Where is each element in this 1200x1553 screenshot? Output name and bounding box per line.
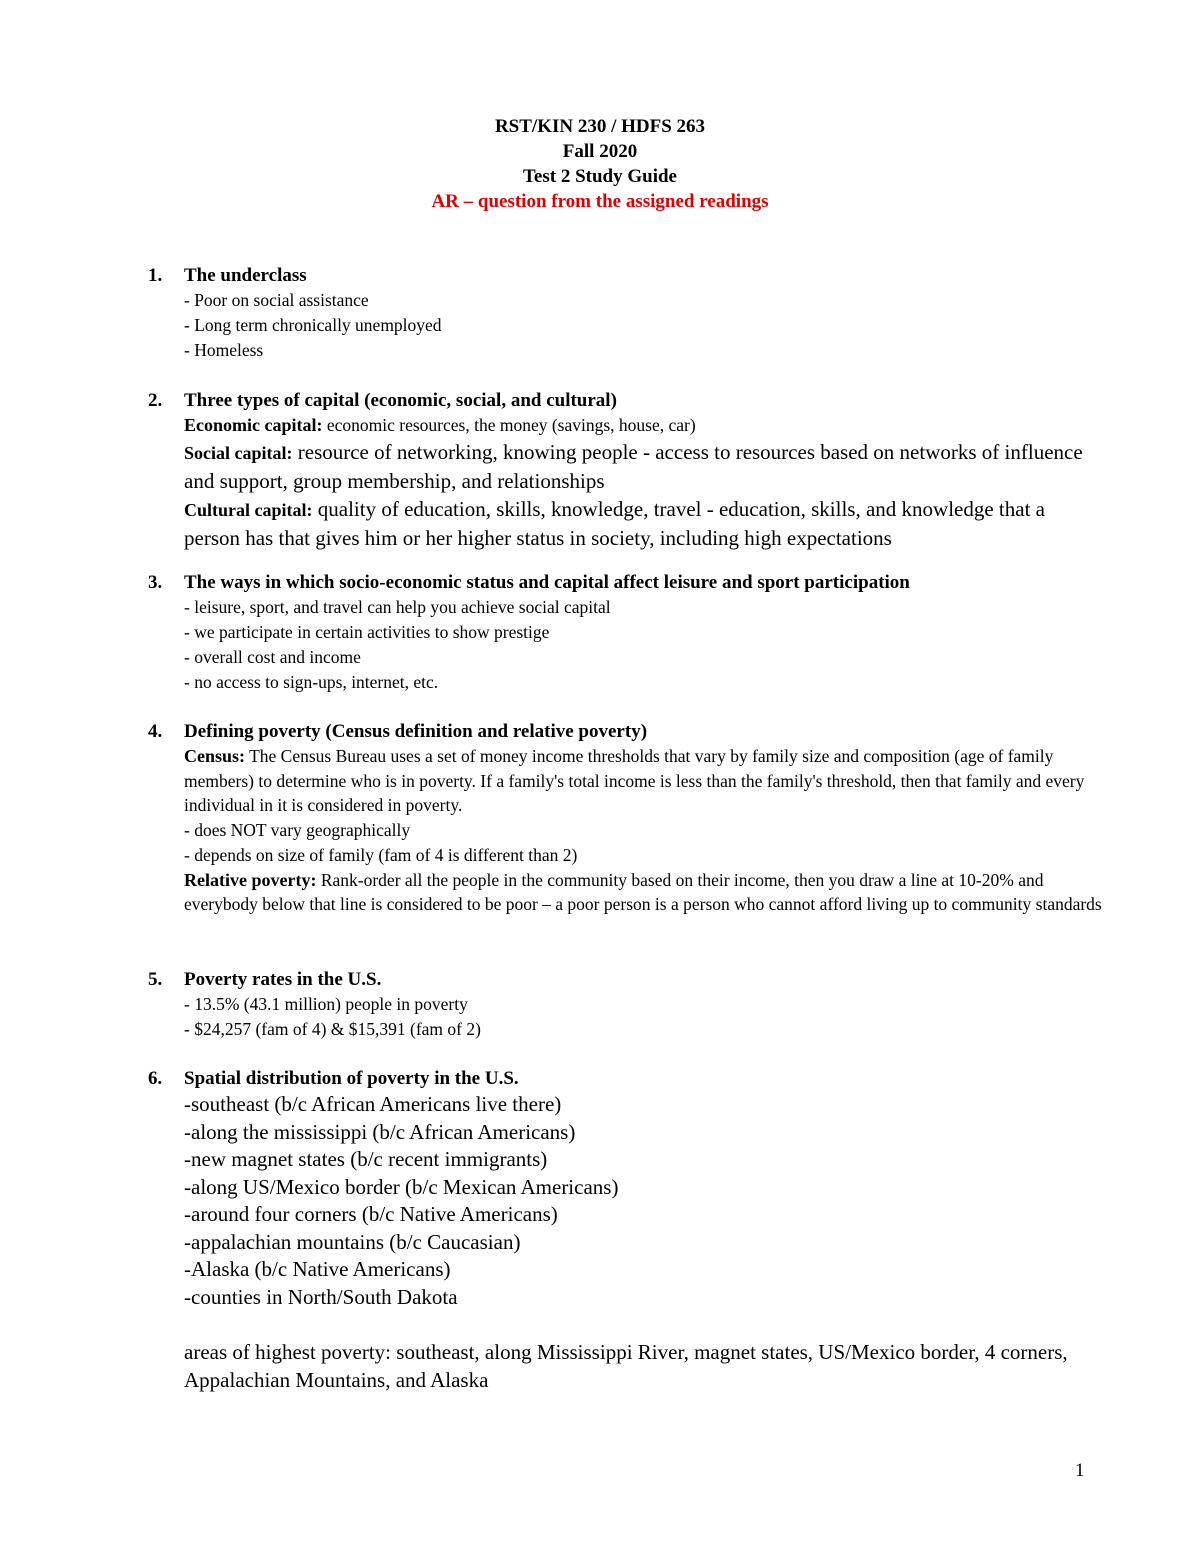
semester: Fall 2020 <box>562 141 638 162</box>
poverty-summary: areas of highest poverty: southeast, along Mississippi River, magnet states, US/Mexico border, 4 corners, Appalachian Mountains, and Alaska <box>184 1340 1068 1392</box>
list-item: - depends on size of family (fam of 4 is different than 2) <box>184 844 578 865</box>
list-item: - no access to sign-ups, internet, etc. <box>184 672 439 692</box>
section-body <box>184 595 1104 695</box>
list-item: -southeast (b/c African Americans live there) <box>184 1092 562 1116</box>
list-item: - does NOT vary geographically <box>184 819 411 840</box>
list-item: - Homeless <box>184 340 264 360</box>
cultural-capital: Cultural capital: quality of education, skills, knowledge, travel - education, skills, and knowledge that a person has that gives him or her higher status in society, including high expectations <box>184 497 1045 550</box>
section-body <box>184 1091 1104 1394</box>
document-header <box>0 114 1200 214</box>
list-item: -Alaska (b/c Native Americans) <box>184 1257 451 1281</box>
list-item: - leisure, sport, and travel can help you achieve social capital <box>184 597 611 617</box>
page-number: 1 <box>1075 1460 1085 1481</box>
list-item: -appalachian mountains (b/c Caucasian) <box>184 1229 521 1254</box>
list-item: - Long term chronically unemployed <box>184 315 442 335</box>
list-item: -along US/Mexico border (b/c Mexican Americans) <box>184 1174 619 1199</box>
list-item: -counties in North/South Dakota <box>184 1284 458 1309</box>
list-item: - Poor on social assistance <box>184 290 369 310</box>
list-item: - we participate in certain activities to show prestige <box>184 622 550 642</box>
document-title: Test 2 Study Guide <box>523 166 677 187</box>
section-body <box>184 413 1104 552</box>
section-body <box>184 992 1104 1042</box>
assigned-readings-note: AR – question from the assigned readings <box>431 191 769 212</box>
list-item: -along the mississippi (b/c African Americans) <box>184 1119 576 1144</box>
list-item: -new magnet states (b/c recent immigrants) <box>184 1147 548 1171</box>
section-body <box>184 744 1104 917</box>
list-item: - 13.5% (43.1 million) people in poverty <box>184 994 468 1014</box>
social-capital: Social capital: resource of networking, knowing people - access to resources based on networks of influence and support, group membership, and relationships <box>184 440 1083 493</box>
relative-poverty-definition: Relative poverty: Rank-order all the people in the community based on their income, then you draw a line at 10-20% and everybody below that line is considered to be poor – a poor person is a person who cannot afford living up to community standards <box>184 869 1102 914</box>
section-title: 3. The ways in which socio-economic status and capital affect leisure and sport participation <box>148 572 910 593</box>
section-title: 1. The underclass <box>148 265 307 286</box>
section-title: 4. Defining poverty (Census definition and relative poverty) <box>148 721 648 742</box>
section-body <box>184 288 1104 363</box>
list-item: - overall cost and income <box>184 647 361 667</box>
economic-capital: Economic capital: economic resources, the money (savings, house, car) <box>184 415 696 435</box>
list-item: -around four corners (b/c Native Americans) <box>184 1202 558 1226</box>
section-title: 5. Poverty rates in the U.S. <box>148 969 382 990</box>
census-definition: Census: The Census Bureau uses a set of money income thresholds that vary by family size and composition (age of family members) to determine who is in poverty. If a family's total income is less than the family's threshold, then that family and every individual in it is considered in poverty. <box>184 746 1085 815</box>
list-item: - $24,257 (fam of 4) & $15,391 (fam of 2) <box>184 1019 481 1039</box>
section-title: 6. Spatial distribution of poverty in the U.S. <box>148 1068 519 1089</box>
course-code: RST/KIN 230 / HDFS 263 <box>494 116 706 137</box>
section-title: 2. Three types of capital (economic, social, and cultural) <box>148 390 617 411</box>
